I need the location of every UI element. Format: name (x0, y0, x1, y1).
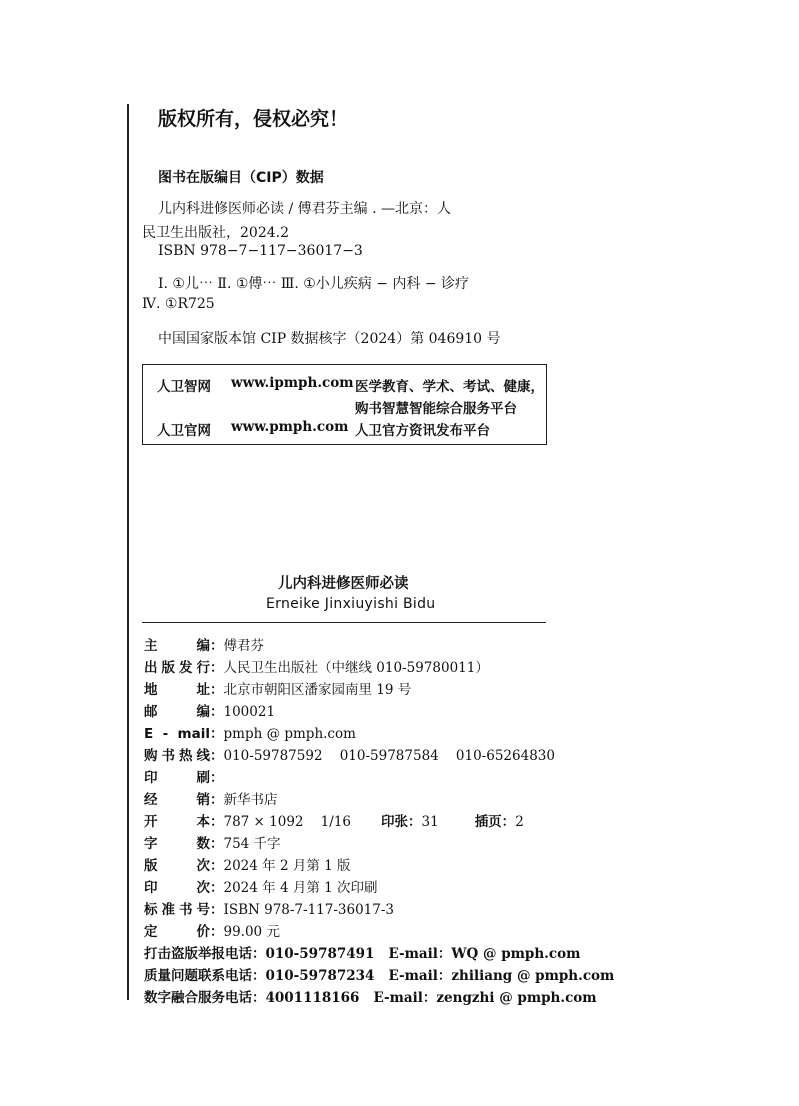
platform-name: 人卫智网 (157, 379, 211, 395)
platform-desc: 医学教育、学术、考试、健康， (355, 379, 544, 395)
meta-piracy-hotline: 打击盗版举报电话：010-59787491 E-mail：WQ @ pmph.com (144, 946, 581, 962)
meta-quality-hotline: 质量问题联系电话：010-59787234 E-mail：zhiliang @ pmph.com (144, 968, 615, 984)
platform-box (142, 364, 547, 445)
cip-line-3: ISBN 978−7−117−36017−3 (158, 243, 363, 259)
meta-price: 定 价：99.00 元 (144, 924, 280, 940)
platform-url[interactable]: www.ipmph.com (231, 375, 354, 391)
meta-printing: 印 次：2024 年 4 月第 1 次印刷 (144, 880, 378, 896)
meta-format: 开 本：787 × 1092 1/16 印张：31 插页：2 (144, 814, 524, 830)
book-title-en: Erneike Jinxiuyishi Bidu (266, 596, 436, 612)
cip-line-2: 民卫生出版社，2024.2 (142, 225, 289, 241)
platform-desc-2: 购书智慧智能综合服务平台 (355, 401, 517, 417)
book-title-cn: 儿内科进修医师必读 (278, 576, 409, 592)
meta-editor: 主 编：傅君芬 (144, 638, 264, 654)
margin-rule (127, 104, 129, 1000)
meta-email: E - mail：pmph @ pmph.com (144, 726, 356, 742)
cip-line-6: 中国国家版本馆 CIP 数据核字（2024）第 046910 号 (158, 331, 501, 347)
meta-hotline: 购书热线：010-59787592 010-59787584 010-65264830 (144, 748, 555, 764)
meta-edition: 版 次：2024 年 2 月第 1 版 (144, 858, 351, 874)
cip-line-5: Ⅳ. ①R725 (142, 296, 215, 312)
meta-publisher: 出版发行：人民卫生出版社（中继线 010-59780011） (144, 660, 489, 676)
meta-digital-hotline: 数字融合服务电话：4001118166 E-mail：zengzhi @ pmph.com (144, 990, 597, 1006)
copyright-notice: 版权所有，侵权必究！ (158, 108, 349, 130)
meta-words: 字 数：754 千字 (144, 836, 281, 852)
meta-isbn: 标准书号：ISBN 978-7-117-36017-3 (144, 902, 395, 918)
meta-printer: 印 刷： (144, 770, 224, 786)
meta-postcode: 邮 编：100021 (144, 704, 276, 720)
meta-address: 地 址：北京市朝阳区潘家园南里 19 号 (144, 682, 412, 698)
official-site-desc: 人卫官方资讯发布平台 (355, 423, 490, 439)
official-site-url[interactable]: www.pmph.com (231, 419, 349, 435)
cip-line-1: 儿内科进修医师必读 / 傅君芬主编 . —北京：人 (158, 201, 451, 217)
meta-distributor: 经 销：新华书店 (144, 792, 278, 808)
cip-line-4: Ⅰ. ①儿⋯ Ⅱ. ①傅⋯ Ⅲ. ①小儿疾病 − 内科 − 诊疗 (158, 276, 470, 292)
cip-heading: 图书在版编目（CIP）数据 (158, 170, 324, 186)
official-site-name: 人卫官网 (157, 423, 211, 439)
divider (142, 622, 546, 623)
